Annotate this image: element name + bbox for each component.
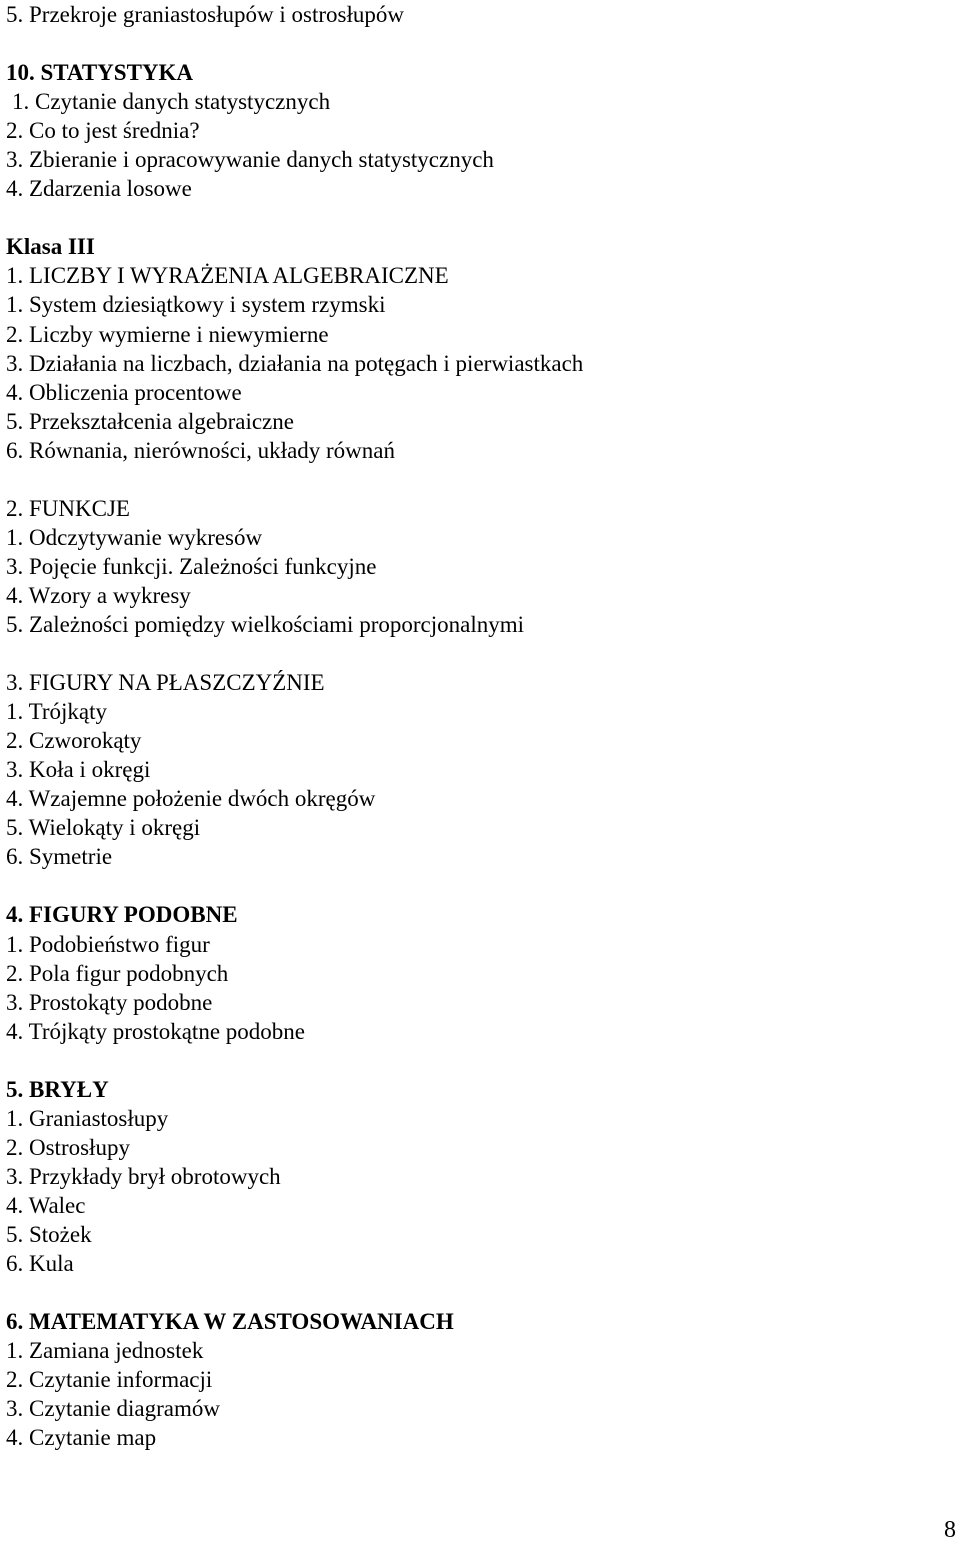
list-item: 5. Zależności pomiędzy wielkościami proporcjonalnymi — [6, 611, 524, 637]
list-item: 2. FUNKCJE — [6, 495, 130, 521]
list-item: 2. Ostrosłupy — [6, 1134, 130, 1160]
list-item: 6. Równania, nierówności, układy równań — [6, 437, 396, 463]
list-item: 4. Czytanie map — [6, 1425, 157, 1451]
list-item: 2. Pola figur podobnych — [6, 960, 229, 986]
blank-line — [6, 203, 946, 232]
list-item: 3. Zbieranie i opracowywanie danych statystycznych — [6, 147, 494, 173]
list-item: 1. System dziesiątkowy i system rzymski — [6, 292, 386, 318]
list-item: 5. Stożek — [6, 1221, 92, 1247]
list-item: 3. Przykłady brył obrotowych — [6, 1163, 281, 1189]
list-item: 1. Odczytywanie wykresów — [6, 524, 263, 550]
list-item: 1. Graniastosłupy — [6, 1105, 169, 1131]
list-item: 1. LICZBY I WYRAŻENIA ALGEBRAICZNE — [6, 263, 449, 289]
page-number: 8 — [944, 1517, 956, 1543]
section-heading: 6. MATEMATYKA W ZASTOSOWANIACH — [6, 1309, 454, 1335]
list-item: 5. Przekroje graniastosłupów i ostrosłupów — [6, 2, 404, 27]
list-item: 6. Symetrie — [6, 844, 113, 870]
list-item: 2. Co to jest średnia? — [6, 118, 200, 144]
section-heading: 4. FIGURY PODOBNE — [6, 902, 238, 928]
list-item: 2. Liczby wymierne i niewymierne — [6, 321, 329, 347]
list-item: 3. Pojęcie funkcji. Zależności funkcyjne — [6, 553, 377, 579]
blank-line — [6, 1046, 946, 1075]
list-item: 3. Działania na liczbach, działania na potęgach i pierwiastkach — [6, 350, 584, 376]
list-item: 4. Wzajemne położenie dwóch okręgów — [6, 786, 376, 812]
list-item: 6. Kula — [6, 1251, 74, 1277]
list-item: 1. Czytanie danych statystycznych — [12, 89, 331, 115]
section-heading: 5. BRYŁY — [6, 1076, 109, 1102]
section-heading: Klasa III — [6, 234, 95, 260]
list-item: 2. Czworokąty — [6, 728, 142, 754]
list-item: 4. Zdarzenia losowe — [6, 176, 192, 202]
list-item: 5. Przekształcenia algebraiczne — [6, 408, 294, 434]
blank-line — [6, 29, 946, 58]
section-heading: 10. STATYSTYKA — [6, 60, 194, 86]
list-item: 1. Trójkąty — [6, 699, 107, 725]
blank-line — [6, 1278, 946, 1307]
list-item: 3. Prostokąty podobne — [6, 989, 213, 1015]
list-item: 3. Koła i okręgi — [6, 757, 151, 783]
list-item: 3. Czytanie diagramów — [6, 1396, 220, 1422]
list-item: 4. Walec — [6, 1192, 86, 1218]
document-body — [6, 0, 946, 1452]
list-item: 4. Wzory a wykresy — [6, 582, 191, 608]
list-item: 2. Czytanie informacji — [6, 1367, 213, 1393]
list-item: 4. Trójkąty prostokątne podobne — [6, 1018, 305, 1044]
list-item: 4. Obliczenia procentowe — [6, 379, 242, 405]
blank-line — [6, 871, 946, 900]
list-item: 5. Wielokąty i okręgi — [6, 815, 201, 841]
blank-line — [6, 639, 946, 668]
list-item: 3. FIGURY NA PŁASZCZYŹNIE — [6, 670, 325, 696]
blank-line — [6, 465, 946, 494]
list-item: 1. Zamiana jednostek — [6, 1338, 204, 1364]
list-item: 1. Podobieństwo figur — [6, 931, 210, 957]
